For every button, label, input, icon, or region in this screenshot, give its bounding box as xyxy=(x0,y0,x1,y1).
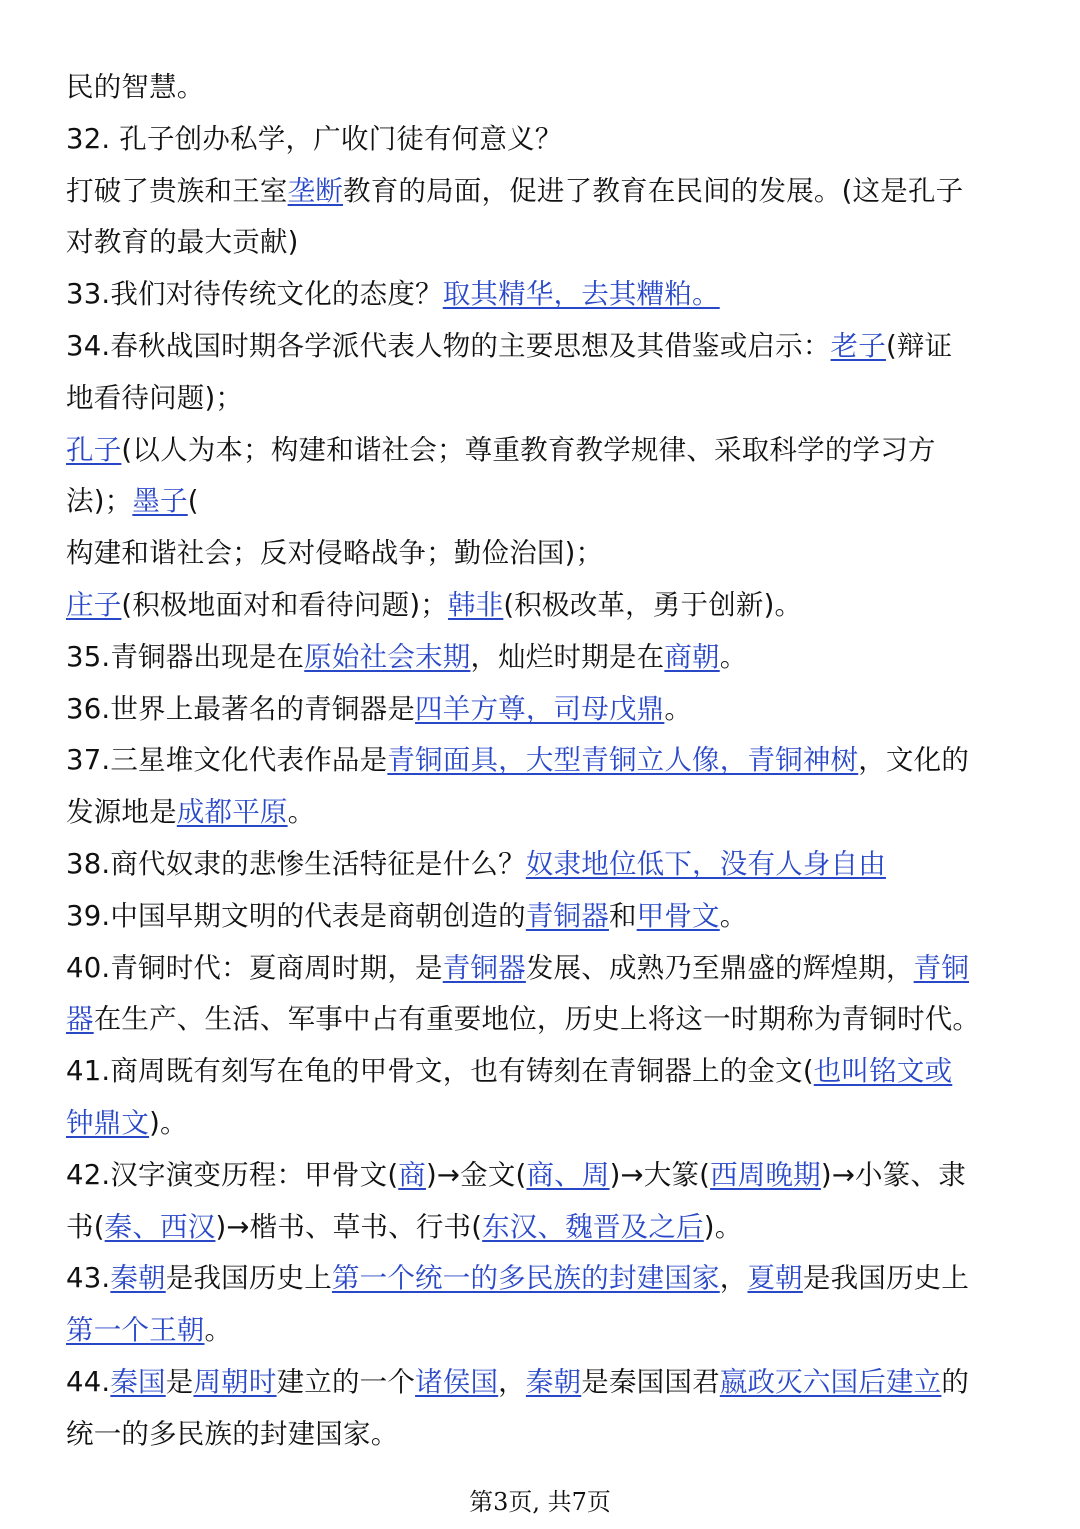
text-segment: 。 xyxy=(287,796,316,829)
answer-highlight: 原始社会末期 xyxy=(304,640,471,673)
text-line xyxy=(66,839,1026,891)
answer-highlight: 甲骨文 xyxy=(636,899,720,932)
text-segment: )。 xyxy=(149,1106,188,1139)
text-line xyxy=(66,943,1026,995)
text-line xyxy=(66,114,1026,166)
text-segment: (以人为本；构建和谐社会；尊重教育教学规律、采取科学的学习方 xyxy=(121,433,936,466)
answer-highlight: 商朝 xyxy=(664,640,720,673)
text-line xyxy=(66,994,1026,1046)
text-line xyxy=(66,1253,1026,1305)
text-line xyxy=(66,1409,1026,1461)
text-segment: ， xyxy=(498,1365,526,1398)
answer-highlight: 秦朝 xyxy=(525,1365,582,1398)
answer-highlight: 青铜器 xyxy=(442,951,526,984)
text-segment: (积极改革，勇于创新)。 xyxy=(503,588,803,621)
text-segment: ，文化的 xyxy=(858,744,970,777)
text-line xyxy=(66,62,1026,114)
text-segment: 41.商周既有刻写在龟的甲骨文，也有铸刻在青铜器上的金文( xyxy=(66,1055,814,1088)
text-line xyxy=(66,217,1026,269)
text-line xyxy=(66,735,1026,787)
answer-highlight: 秦、西汉 xyxy=(104,1210,216,1243)
answer-highlight: 四羊方尊，司母戊鼎 xyxy=(415,692,665,725)
text-segment: 是我国历史上 xyxy=(802,1262,970,1295)
text-segment: 。 xyxy=(719,640,748,673)
text-segment: 地看待问题)； xyxy=(66,381,244,414)
text-segment: 43. xyxy=(66,1262,111,1295)
text-segment: ( xyxy=(187,485,199,518)
text-segment: 42.汉字演变历程：甲骨文( xyxy=(66,1158,399,1191)
text-segment: )→楷书、草书、行书( xyxy=(215,1210,483,1243)
answer-highlight: 第一个王朝 xyxy=(66,1314,205,1347)
answer-highlight: 青铜器 xyxy=(525,899,609,932)
text-segment: 发展、成熟乃至鼎盛的辉煌期， xyxy=(525,951,914,984)
text-segment: 对教育的最大贡献) xyxy=(66,226,299,259)
text-segment: 36.世界上最著名的青铜器是 xyxy=(66,692,416,725)
text-line xyxy=(66,166,1026,218)
text-line xyxy=(66,684,1026,736)
text-segment: )→金文( xyxy=(425,1158,527,1191)
answer-highlight: 夏朝 xyxy=(747,1262,803,1295)
text-segment: 发源地是 xyxy=(66,796,177,829)
answer-highlight: 商 xyxy=(398,1158,426,1191)
text-line xyxy=(66,1202,1026,1254)
answer-highlight: 商、周 xyxy=(526,1158,610,1191)
answer-highlight: 器 xyxy=(66,1003,94,1036)
text-segment: 。 xyxy=(204,1314,233,1347)
answer-highlight: 墨子 xyxy=(132,485,188,518)
answer-highlight: 嬴政灭六国后建立 xyxy=(719,1365,942,1398)
text-segment: 40.青铜时代：夏商周时期，是 xyxy=(66,951,443,984)
answer-highlight: 钟鼎文 xyxy=(66,1106,150,1139)
text-segment: 33.我们对待传统文化的态度？ xyxy=(66,278,443,311)
answer-highlight: 第一个统一的多民族的封建国家 xyxy=(331,1262,720,1295)
text-segment: 是我国历史上 xyxy=(165,1262,332,1295)
text-segment: 打破了贵族和王室 xyxy=(66,174,288,207)
text-segment: 法)； xyxy=(66,485,133,518)
text-segment: (辩证 xyxy=(885,329,953,362)
text-line xyxy=(66,425,1026,477)
text-line xyxy=(66,1098,1026,1150)
text-segment: 构建和谐社会；反对侵略战争；勤俭治国)； xyxy=(66,537,604,570)
answer-highlight: 垄断 xyxy=(287,174,344,207)
text-segment: 。 xyxy=(664,692,693,725)
text-segment: 在生产、生活、军事中占有重要地位，历史上将这一时期称为青铜时代。 xyxy=(93,1003,981,1036)
text-line xyxy=(66,269,1026,321)
answer-highlight: 成都平原 xyxy=(176,796,288,829)
text-line xyxy=(66,891,1026,943)
text-segment: 书( xyxy=(66,1210,105,1243)
text-line xyxy=(66,1357,1026,1409)
answer-highlight: 秦朝 xyxy=(110,1262,166,1295)
answer-highlight: 奴隶地位低下，没有人身自由 xyxy=(525,847,886,880)
text-segment: )。 xyxy=(703,1210,743,1243)
text-segment: 。 xyxy=(719,899,748,932)
text-body xyxy=(66,62,1026,1461)
text-line xyxy=(66,373,1026,425)
answer-highlight: 东汉、魏晋及之后 xyxy=(482,1210,704,1243)
text-line xyxy=(66,580,1026,632)
text-line xyxy=(66,787,1026,839)
answer-highlight: 韩非 xyxy=(447,588,504,621)
answer-highlight: 周朝时 xyxy=(193,1365,277,1398)
text-line xyxy=(66,1150,1026,1202)
text-segment: (积极地面对和看待问题)； xyxy=(121,588,448,621)
text-line xyxy=(66,632,1026,684)
text-segment: ， xyxy=(719,1262,748,1295)
text-segment: 教育的局面，促进了教育在民间的发展。(这是孔子 xyxy=(343,174,964,207)
text-segment: 是秦国国君 xyxy=(581,1365,720,1398)
text-segment: 是 xyxy=(165,1365,194,1398)
text-line xyxy=(66,1046,1026,1098)
text-segment: 统一的多民族的封建国家。 xyxy=(66,1417,399,1450)
answer-highlight: 也叫铭文或 xyxy=(813,1055,953,1088)
text-segment: 44. xyxy=(66,1365,111,1398)
text-line xyxy=(66,528,1026,580)
text-segment: 37.三星堆文化代表作品是 xyxy=(66,744,388,777)
text-segment: 35.青铜器出现是在 xyxy=(66,640,305,673)
text-line xyxy=(66,476,1026,528)
text-segment: 民的智慧。 xyxy=(66,71,205,103)
page-footer: 第3页, 共7页 xyxy=(469,1488,611,1516)
text-segment: )→大篆( xyxy=(609,1158,711,1191)
text-line xyxy=(66,321,1026,373)
answer-highlight: 秦国 xyxy=(110,1365,166,1398)
answer-highlight: 老子 xyxy=(830,329,886,362)
text-segment: )→小篆、隶 xyxy=(820,1158,966,1191)
text-segment: 的 xyxy=(941,1365,970,1398)
text-segment: 建立的一个 xyxy=(276,1365,416,1398)
answer-highlight: 诸侯国 xyxy=(415,1365,499,1398)
text-line xyxy=(66,1305,1026,1357)
answer-highlight: 青铜面具，大型青铜立人像，青铜神树 xyxy=(387,744,859,777)
answer-highlight: 青铜 xyxy=(913,951,970,984)
text-segment: 38.商代奴隶的悲惨生活特征是什么？ xyxy=(66,847,526,880)
text-segment: ，灿烂时期是在 xyxy=(470,640,665,673)
text-segment: 39.中国早期文明的代表是商朝创造的 xyxy=(66,899,526,932)
answer-highlight: 孔子 xyxy=(66,433,122,466)
answer-highlight: 庄子 xyxy=(66,588,122,621)
text-segment: 32. 孔子创办私学，广收门徒有何意义？ xyxy=(66,122,563,155)
answer-highlight: 取其精华，去其糟粕。 xyxy=(442,278,720,311)
text-segment: 34.春秋战国时期各学派代表人物的主要思想及其借鉴或启示： xyxy=(66,329,831,362)
text-segment: 和 xyxy=(608,899,637,932)
answer-highlight: 西周晚期 xyxy=(710,1158,821,1191)
